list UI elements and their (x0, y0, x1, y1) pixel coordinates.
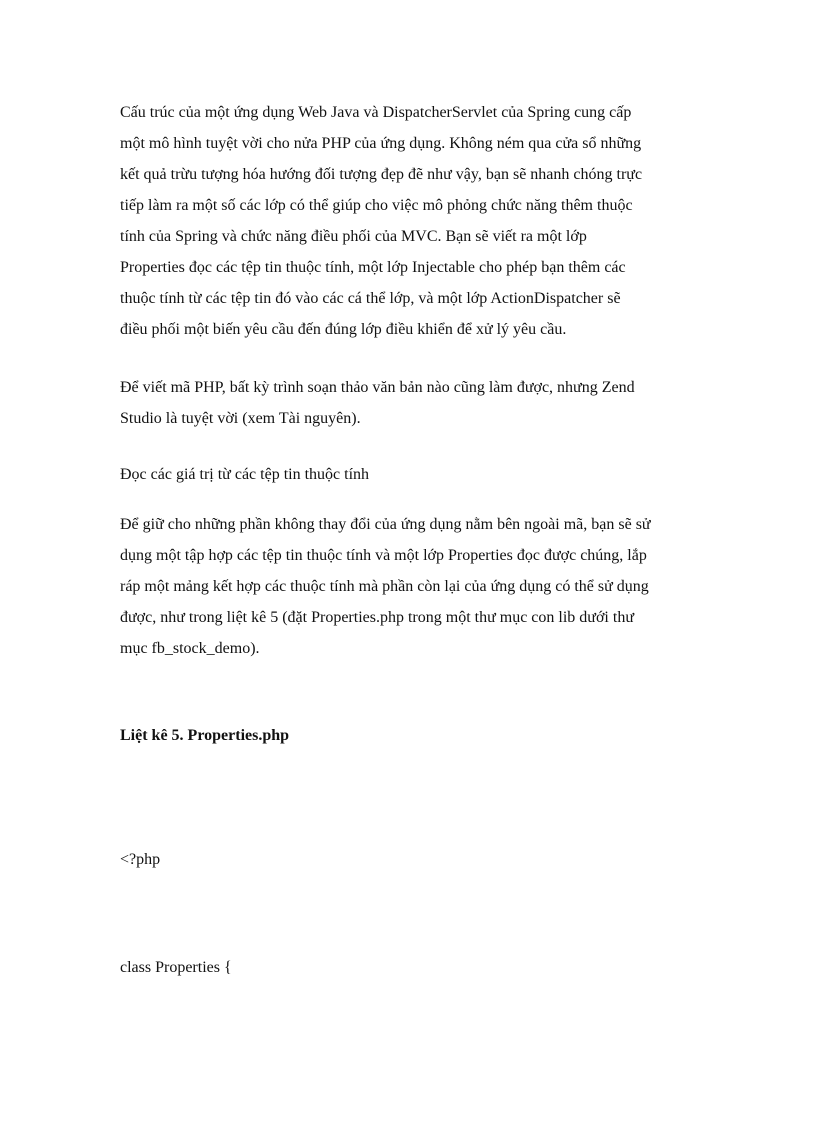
code-line: <?php (120, 851, 161, 868)
paragraph-line: mục fb_stock_demo). (120, 640, 260, 657)
code-line: class Properties { (120, 959, 232, 976)
listing-title (120, 720, 700, 751)
properties-paragraph (120, 509, 700, 664)
paragraph-line: dụng một tập hợp các tệp tin thuộc tính và một lớp Properties đọc được chúng, lắp (120, 547, 647, 564)
paragraph-line: Studio là tuyệt vời (xem Tài nguyên). (120, 410, 361, 427)
paragraph-line: Để viết mã PHP, bất kỳ trình soạn thảo văn bản nào cũng làm được, nhưng Zend (120, 379, 635, 396)
paragraph-line: ráp một mảng kết hợp các thuộc tính mà phần còn lại của ứng dụng có thể sử dụng (120, 578, 649, 595)
editor-paragraph (120, 372, 700, 434)
code-block-opening (120, 844, 700, 875)
paragraph-line: Properties đọc các tệp tin thuộc tính, một lớp Injectable cho phép bạn thêm các (120, 259, 626, 276)
paragraph-line: được, như trong liệt kê 5 (đặt Properties.php trong một thư mục con lib dưới thư (120, 609, 634, 626)
paragraph-line: Cấu trúc của một ứng dụng Web Java và DispatcherServlet của Spring cung cấp (120, 104, 632, 121)
paragraph-line: thuộc tính từ các tệp tin đó vào các cá thể lớp, và một lớp ActionDispatcher sẽ (120, 290, 621, 307)
paragraph-line: một mô hình tuyệt vời cho nửa PHP của ứng dụng. Không ném qua cửa sổ những (120, 135, 642, 152)
section-title-text: Đọc các giá trị từ các tệp tin thuộc tính (120, 466, 370, 483)
paragraph-line: Để giữ cho những phần không thay đổi của ứng dụng nằm bên ngoài mã, bạn sẽ sử (120, 516, 651, 533)
code-block-class (120, 952, 700, 983)
paragraph-line: tính của Spring và chức năng điều phối của MVC. Bạn sẽ viết ra một lớp (120, 228, 587, 245)
intro-paragraph (120, 97, 700, 345)
paragraph-line: điều phối một biến yêu cầu đến đúng lớp điều khiển để xử lý yêu cầu. (120, 321, 567, 338)
paragraph-line: kết quả trừu tượng hóa hướng đối tượng đẹp đẽ như vậy, bạn sẽ nhanh chóng trực (120, 166, 643, 183)
paragraph-line: tiếp làm ra một số các lớp có thể giúp cho việc mô phỏng chức năng thêm thuộc (120, 197, 633, 214)
listing-title-text: Liệt kê 5. Properties.php (120, 727, 290, 744)
section-title (120, 459, 700, 490)
